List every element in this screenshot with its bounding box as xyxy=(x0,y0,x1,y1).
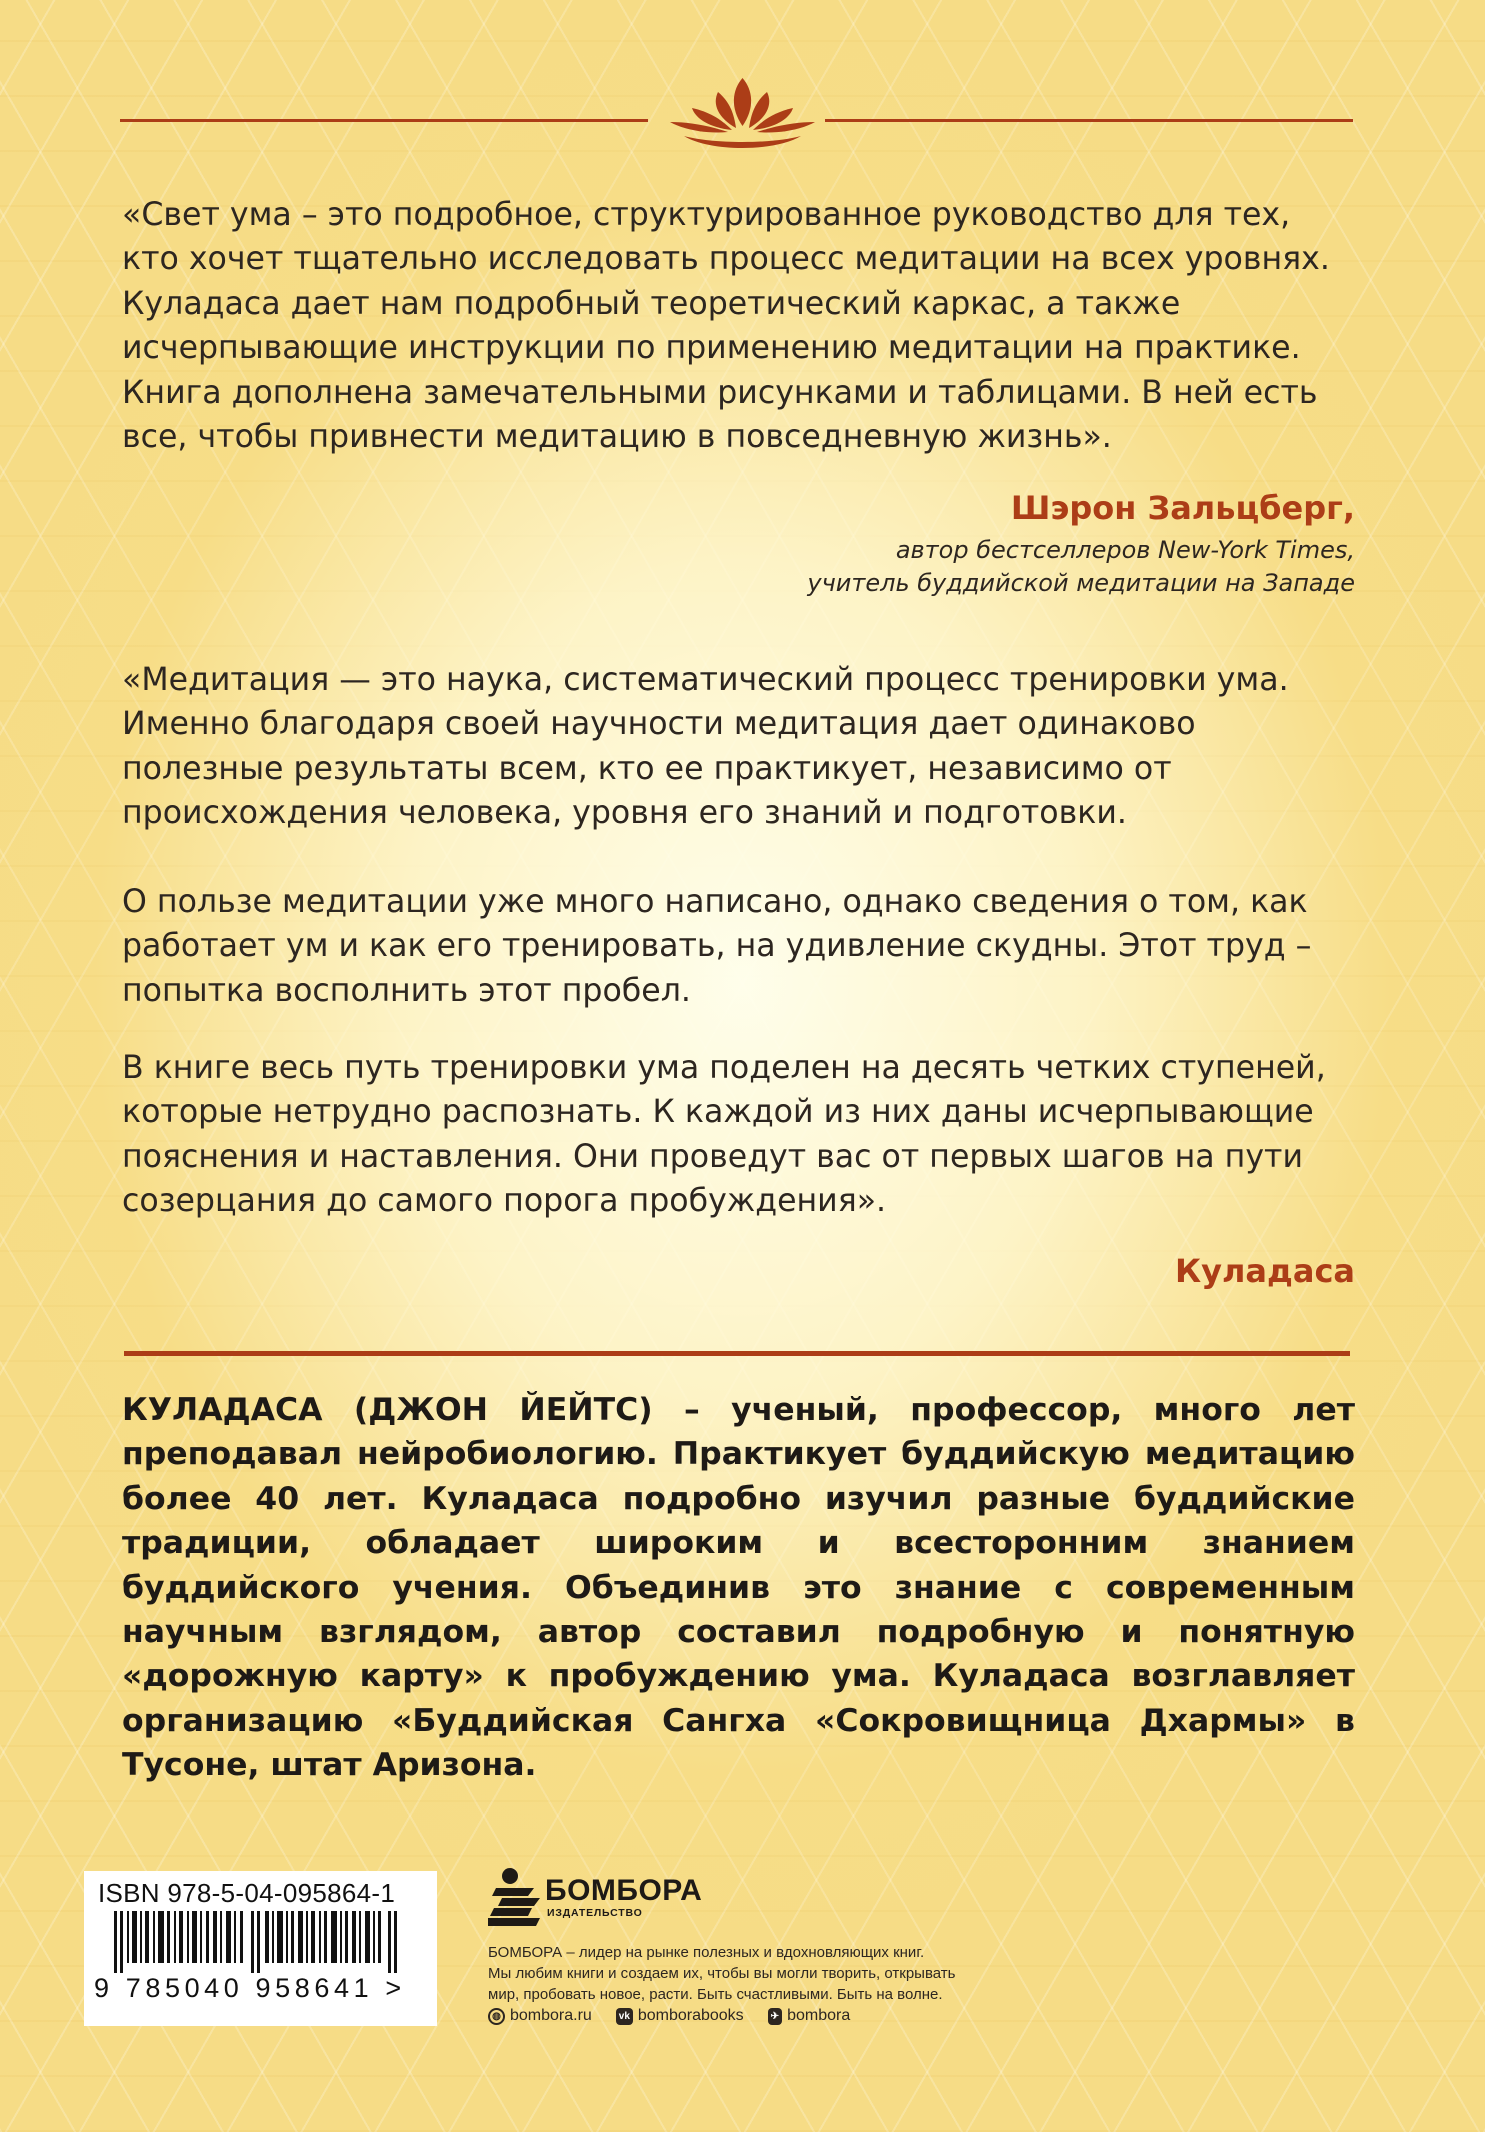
barcode-bars xyxy=(114,1911,404,1973)
barcode-digits: 9 785040 958641 > xyxy=(94,1973,406,2003)
quote-1-signature xyxy=(807,488,1355,600)
isbn-label: ISBN 978-5-04-095864-1 xyxy=(98,1878,396,1908)
lotus-icon xyxy=(662,74,823,154)
quote-1-author: Шэрон Зальцберг, xyxy=(1010,489,1355,527)
publisher-description-line-1: БОМБОРА – лидер на рынке полезных и вдохновляющих книг. xyxy=(488,1944,925,1961)
quote-1-role-line-2: учитель буддийской медитации на Западе xyxy=(807,569,1355,597)
social-icon: ✈ xyxy=(768,2008,782,2025)
quote-2-paragraph-1: «Медитация — это наука, систематический процесс тренировки ума. Именно благодаря своей научности медитация дает одинаково полезные результаты всем, кто ее практикует, независимо от происхождения человека, уровня его знаний и подготовки. xyxy=(122,662,1289,832)
quote-2-paragraph-3: В книге весь путь тренировки ума поделен на десять четких ступеней, которые нетрудно распознать. К каждой из них даны исчерпывающие пояснения и наставления. Они проведут вас от первых шагов на пути созерцания до самого порога пробуждения». xyxy=(122,1050,1326,1220)
publisher-subtitle: ИЗДАТЕЛЬСТВО xyxy=(547,1907,643,1919)
publisher-description-line-2: Мы любим книги и создаем их, чтобы вы могли творить, открывать xyxy=(488,1965,956,1982)
ornament-line-right xyxy=(825,119,1353,122)
publisher-links xyxy=(488,2007,874,2025)
author-bio xyxy=(122,1388,1355,1788)
quote-2-paragraph-2: О пользе медитации уже много написано, однако сведения о том, как работает ум и как его тренировать, на удивление скудны. Этот труд – попытка восполнить этот пробел. xyxy=(122,884,1312,1009)
quote-2-author: Куладаса xyxy=(1174,1252,1355,1290)
publisher-description xyxy=(488,1942,1048,2005)
publisher-description-line-3: мир, пробовать новое, расти. Быть счастливыми. Быть на волне. xyxy=(488,1986,943,2003)
publisher-link-website[interactable]: bombora.ru xyxy=(510,2007,592,2024)
globe-icon: ◍ xyxy=(488,2008,505,2025)
publisher-name: БОМБОРА xyxy=(545,1874,703,1907)
vk-icon: vk xyxy=(616,2008,633,2025)
publisher-link-vk[interactable]: bomborabooks xyxy=(637,2007,744,2024)
section-divider xyxy=(124,1351,1350,1356)
publisher-link-social[interactable]: bombora xyxy=(787,2007,851,2024)
quote-1-role-line-1: автор бестселлеров New-York Times, xyxy=(895,536,1355,564)
quote-1-text: «Свет ума – это подробное, структурированное руководство для тех, кто хочет тщательно исследовать процесс медитации на всех уровнях. Куладаса дает нам подробный теоретический каркас, а также исчерпывающие инструкции по применению медитации на практике. Книга дополнена замечательными рисунками и таблицами. В ней есть все, чтобы привнести медитацию в повседневную жизнь». xyxy=(122,197,1330,456)
author-bio-name: КУЛАДАСА (ДЖОН ЙЕЙТС) xyxy=(122,1392,653,1428)
ornament-line-left xyxy=(120,119,648,122)
barcode xyxy=(84,1871,437,2026)
author-bio-text: – ученый, профессор, много лет преподавал нейробиологию. Практикует буддийскую медитацию более 40 лет. Куладаса подробно изучил разные буддийские традиции, обладает широким и всесторонним знанием буддийского учения. Объединив это знание с современным научным взглядом, автор составил подробную и понятную «дорожную карту» к пробуждению ума. Куладаса возглавляет организацию «Буддийская Сангха «Сокровищница Дхармы» в Тусоне, штат Аризона. xyxy=(122,1392,1355,1784)
